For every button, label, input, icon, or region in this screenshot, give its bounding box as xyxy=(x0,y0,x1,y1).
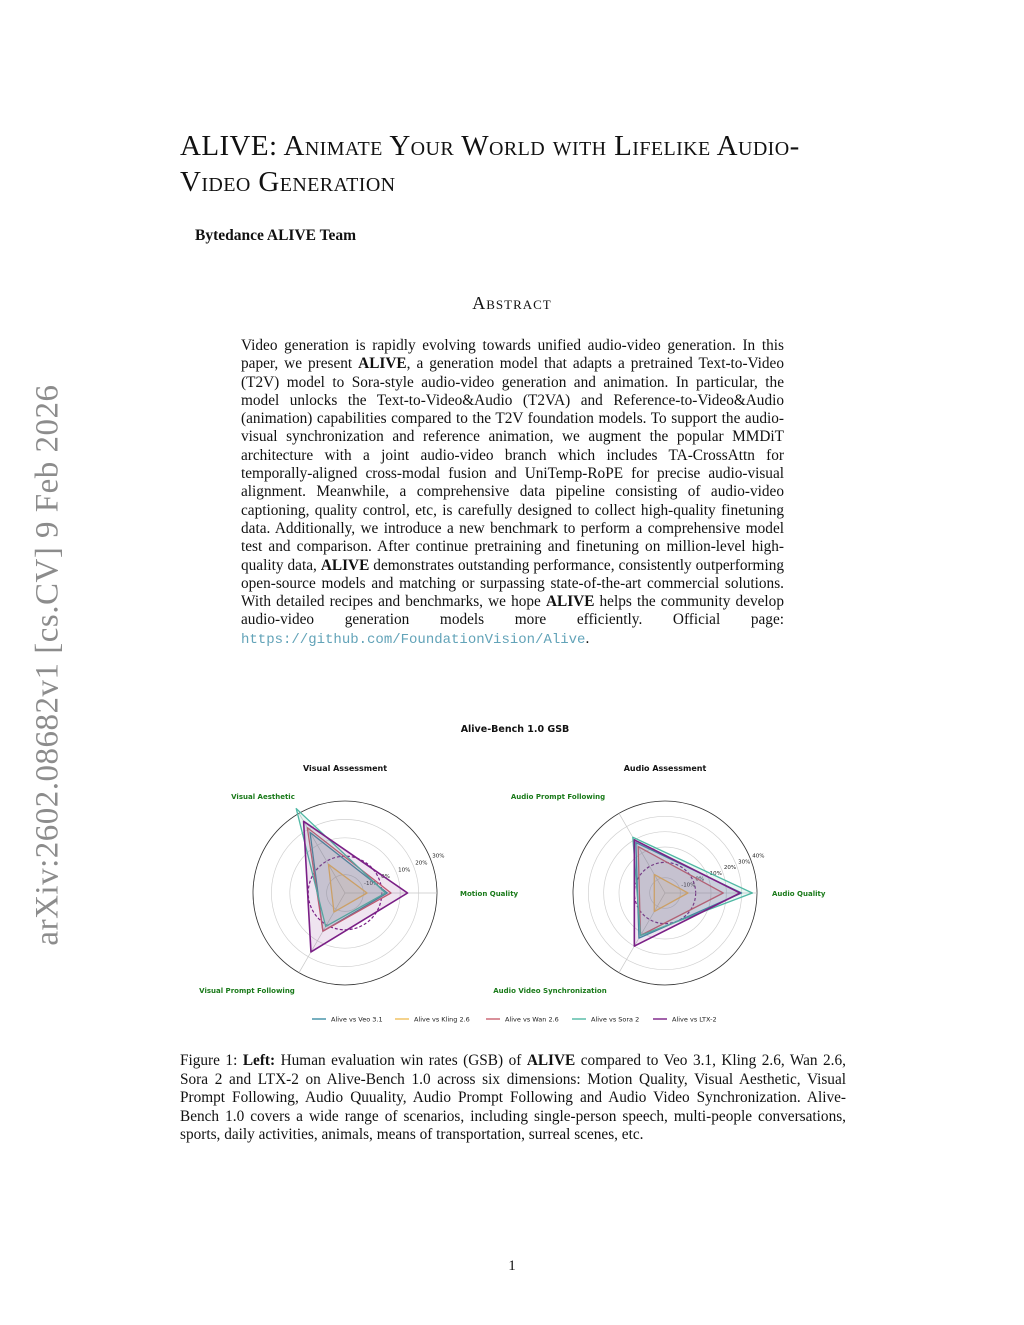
figure-title: Alive-Bench 1.0 GSB xyxy=(460,724,570,735)
radial-tick-label: 0% xyxy=(381,874,390,881)
model-name: ALIVE xyxy=(358,355,407,373)
model-name: ALIVE xyxy=(545,593,595,611)
legend-label: Alive vs LTX-2 xyxy=(672,1015,717,1024)
radar-figure xyxy=(190,715,840,1035)
radar-chart-svg xyxy=(190,715,840,1035)
subplot-title: Audio Assessment xyxy=(623,764,707,773)
series-polygon xyxy=(304,821,411,952)
axis-label: Visual Prompt Following xyxy=(199,987,295,995)
radial-tick-label: 20% xyxy=(415,860,428,867)
radial-tick-label: 40% xyxy=(752,853,765,860)
radial-tick-label: 10% xyxy=(398,867,411,874)
radial-tick-label: -10% xyxy=(681,882,696,889)
axis-label: Audio Video Synchronization xyxy=(493,987,607,995)
legend-label: Alive vs Sora 2 xyxy=(591,1015,640,1024)
legend-label: Alive vs Wan 2.6 xyxy=(505,1015,559,1024)
legend-label: Alive vs Kling 2.6 xyxy=(414,1015,470,1024)
axis-label: Audio Prompt Following xyxy=(510,793,606,801)
axis-label: Visual Aesthetic xyxy=(231,793,295,801)
radial-tick-label: -10% xyxy=(364,881,379,888)
axis-label: Motion Quality xyxy=(460,890,519,898)
radial-tick-label: 20% xyxy=(723,865,737,872)
radial-tick-label: 0% xyxy=(695,876,705,883)
legend-label: Alive vs Veo 3.1 xyxy=(331,1015,383,1024)
paper-authors: Bytedance ALIVE Team xyxy=(195,227,357,244)
subplot-title: Visual Assessment xyxy=(302,764,388,773)
series-polygon xyxy=(634,840,740,946)
abstract-heading: Abstract xyxy=(472,293,552,313)
axis-label: Audio Quality xyxy=(772,890,826,898)
page-number: 1 xyxy=(508,1258,516,1274)
arxiv-identifier-stamp: arXiv:2602.08682v1 [cs.CV] 9 Feb 2026 xyxy=(29,384,66,946)
figure-caption: Figure 1: Left: Human evaluation win rates (GSB) of ALIVE compared to Veo 3.1, Kling 2.6, Wan 2.6, Sora 2 and LTX-2 on Alive-Bench 1.0 across six dimensions: Motion Quality, Visual Aesthetic, Visual Prompt Following, Audio Quuality, Audio Prompt Following and Audio Video Synchronization. Alive-Bench 1.0 covers a wide range of scenarios, including single-person speech, multi-people conversations, sports, daily activities, animals, means of transportation, surreal scenes, etc. xyxy=(180,1052,846,1144)
paper-title: ALIVE: Animate Your World with Lifelike Audio-Video Generation xyxy=(180,130,800,198)
radial-tick-label: 30% xyxy=(738,859,751,866)
radial-tick-label: 10% xyxy=(709,870,722,877)
radial-tick-label: 30% xyxy=(432,853,445,860)
model-name: ALIVE xyxy=(320,556,370,574)
official-page-link[interactable]: https://github.com/FoundationVision/Alive xyxy=(241,631,586,648)
abstract-body: Video generation is rapidly evolving towards unified audio-video generation. In this paper, we present ALIVE, a generation model that adapts a pretrained Text-to-Video (T2V) model to Sora-style audio-video generation and animation. In particular, the model unlocks the Text-to-Video&Audio (T2VA) and Reference-to-Video&Audio (animation) capabilities compared to the T2V foundation models. To support the audio-visual synchronization and reference animation, we augment the popular MMDiT architecture with a joint audio-video branch which includes TA-CrossAttn for temporally-aligned cross-modal fusion and UniTemp-RoPE for precise audio-visual alignment. Meanwhile, a comprehensive data pipeline consisting of audio-video captioning, quality control, etc, is carefully designed to collect high-quality finetuning data. Additionally, we introduce a new benchmark to perform a comprehensive model test and comparison. After continue pretraining and finetuning on million-level high-quality data, ALIVE demonstrates outstanding performance, consistently outperforming open-source models and matching or surpassing state-of-the-art commercial solutions. With detailed recipes and benchmarks, we hope ALIVE helps the community develop audio-video generation models more efficiently. Official page: https://github.com/FoundationVision/Alive. xyxy=(241,337,785,648)
